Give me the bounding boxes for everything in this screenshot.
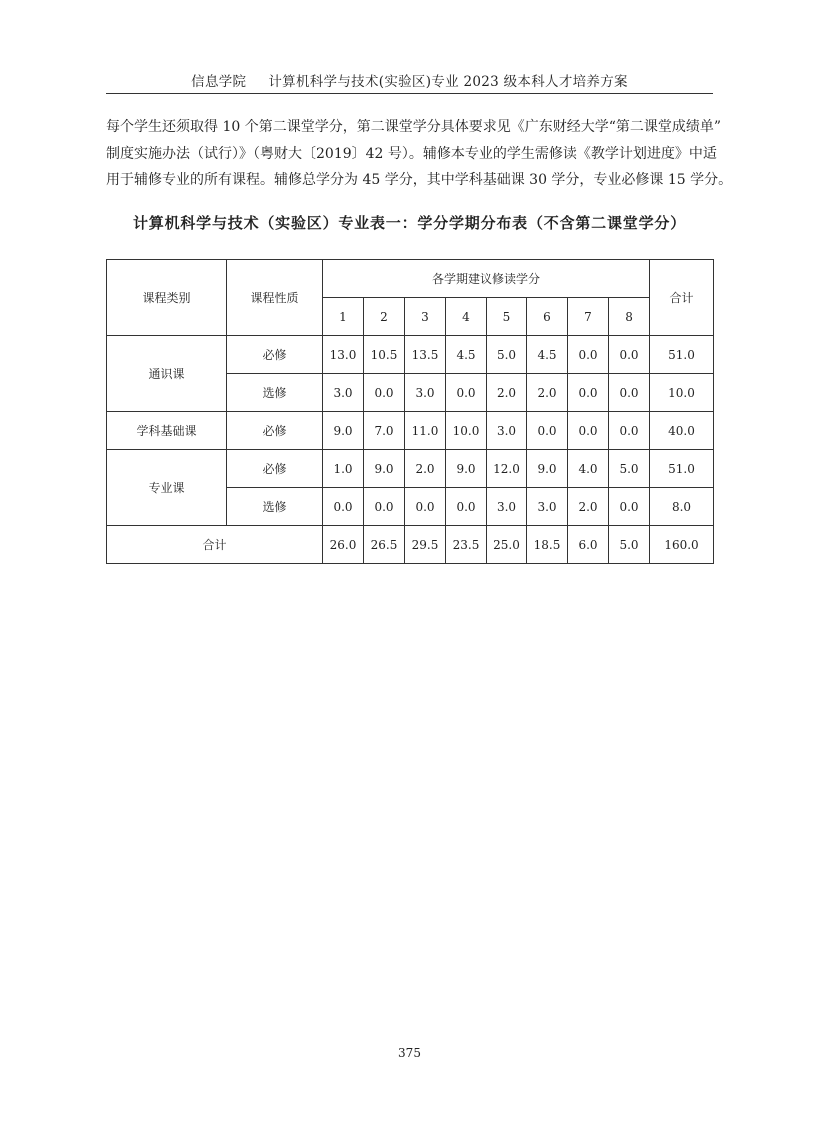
credit-distribution-table xyxy=(106,259,714,564)
paragraph-line-2: 制度实施办法（试行）》（粤财大〔2019〕42 号）。辅修本专业的学生需修读《教学计划进度》中适 xyxy=(106,145,717,162)
sum-cell: 25.0 xyxy=(487,526,527,564)
credit-cell: 0.0 xyxy=(446,374,487,412)
credit-cell: 0.0 xyxy=(323,488,364,526)
credit-cell: 12.0 xyxy=(487,450,527,488)
sum-cell: 5.0 xyxy=(609,526,650,564)
credit-cell: 3.0 xyxy=(323,374,364,412)
credit-cell: 4.5 xyxy=(527,336,568,374)
header-school: 信息学院 xyxy=(191,74,247,90)
credit-cell: 0.0 xyxy=(527,412,568,450)
credit-cell: 3.0 xyxy=(527,488,568,526)
credit-cell: 0.0 xyxy=(568,336,609,374)
semester-8: 8 xyxy=(609,298,650,336)
credit-cell: 2.0 xyxy=(487,374,527,412)
credit-cell: 0.0 xyxy=(405,488,446,526)
row-total-cell: 8.0 xyxy=(650,488,714,526)
credit-cell: 3.0 xyxy=(405,374,446,412)
nature-cell: 必修 xyxy=(227,450,323,488)
credit-cell: 4.5 xyxy=(446,336,487,374)
sum-cell: 18.5 xyxy=(527,526,568,564)
page-header xyxy=(106,70,713,90)
nature-cell: 选修 xyxy=(227,488,323,526)
semester-2: 2 xyxy=(364,298,405,336)
semester-7: 7 xyxy=(568,298,609,336)
row-total-cell: 51.0 xyxy=(650,336,714,374)
sum-cell: 23.5 xyxy=(446,526,487,564)
table-title: 计算机科学与技术（实验区）专业表一：学分学期分布表（不含第二课堂学分） xyxy=(132,214,686,232)
credit-cell: 7.0 xyxy=(364,412,405,450)
sum-label: 合计 xyxy=(107,526,323,564)
credit-cell: 13.0 xyxy=(323,336,364,374)
credit-cell: 9.0 xyxy=(446,450,487,488)
sum-row xyxy=(107,526,714,564)
category-discipline-foundation: 学科基础课 xyxy=(107,412,227,450)
credit-cell: 11.0 xyxy=(405,412,446,450)
credit-cell: 2.0 xyxy=(405,450,446,488)
col-header-semesters: 各学期建议修读学分 xyxy=(323,260,650,298)
sum-cell: 26.5 xyxy=(364,526,405,564)
semester-4: 4 xyxy=(446,298,487,336)
credit-cell: 1.0 xyxy=(323,450,364,488)
col-header-category: 课程类别 xyxy=(107,260,227,336)
table-row xyxy=(107,412,714,450)
header-rule xyxy=(106,93,713,94)
paragraph-line-1: 每个学生还须取得 10 个第二课堂学分，第二课堂学分具体要求见《广东财经大学“第二课堂成绩单” xyxy=(106,119,722,135)
table-row xyxy=(107,336,714,374)
semester-3: 3 xyxy=(405,298,446,336)
sum-cell: 6.0 xyxy=(568,526,609,564)
credit-cell: 5.0 xyxy=(487,336,527,374)
credit-cell: 2.0 xyxy=(527,374,568,412)
grand-total-cell: 160.0 xyxy=(650,526,714,564)
credit-cell: 0.0 xyxy=(609,336,650,374)
credit-cell: 3.0 xyxy=(487,412,527,450)
credit-cell: 0.0 xyxy=(364,488,405,526)
credit-cell: 0.0 xyxy=(568,374,609,412)
credit-cell: 9.0 xyxy=(364,450,405,488)
row-total-cell: 40.0 xyxy=(650,412,714,450)
credit-cell: 3.0 xyxy=(487,488,527,526)
header-row xyxy=(107,260,714,298)
col-header-nature: 课程性质 xyxy=(227,260,323,336)
nature-cell: 必修 xyxy=(227,336,323,374)
table-row xyxy=(107,450,714,488)
nature-cell: 必修 xyxy=(227,412,323,450)
nature-cell: 选修 xyxy=(227,374,323,412)
body-paragraph xyxy=(106,114,733,194)
category-major: 专业课 xyxy=(107,450,227,526)
credit-cell: 0.0 xyxy=(364,374,405,412)
credit-cell: 10.5 xyxy=(364,336,405,374)
credit-cell: 9.0 xyxy=(527,450,568,488)
category-general: 通识课 xyxy=(107,336,227,412)
credit-cell: 2.0 xyxy=(568,488,609,526)
credit-cell: 0.0 xyxy=(609,488,650,526)
row-total-cell: 51.0 xyxy=(650,450,714,488)
credit-cell: 4.0 xyxy=(568,450,609,488)
row-total-cell: 10.0 xyxy=(650,374,714,412)
credit-cell: 0.0 xyxy=(609,374,650,412)
credit-cell: 0.0 xyxy=(609,412,650,450)
semester-6: 6 xyxy=(527,298,568,336)
credit-cell: 13.5 xyxy=(405,336,446,374)
credit-cell: 0.0 xyxy=(446,488,487,526)
page-number: 375 xyxy=(398,1046,421,1060)
credit-cell: 5.0 xyxy=(609,450,650,488)
col-header-total: 合计 xyxy=(650,260,714,336)
semester-5: 5 xyxy=(487,298,527,336)
credit-cell: 10.0 xyxy=(446,412,487,450)
credit-cell: 9.0 xyxy=(323,412,364,450)
header-title: 计算机科学与技术(实验区)专业 2023 级本科人才培养方案 xyxy=(268,74,628,90)
sum-cell: 26.0 xyxy=(323,526,364,564)
credit-cell: 0.0 xyxy=(568,412,609,450)
sum-cell: 29.5 xyxy=(405,526,446,564)
semester-1: 1 xyxy=(323,298,364,336)
paragraph-line-3: 用于辅修专业的所有课程。辅修总学分为 45 学分，其中学科基础课 30 学分，专业必修课 15 学分。 xyxy=(106,172,733,188)
